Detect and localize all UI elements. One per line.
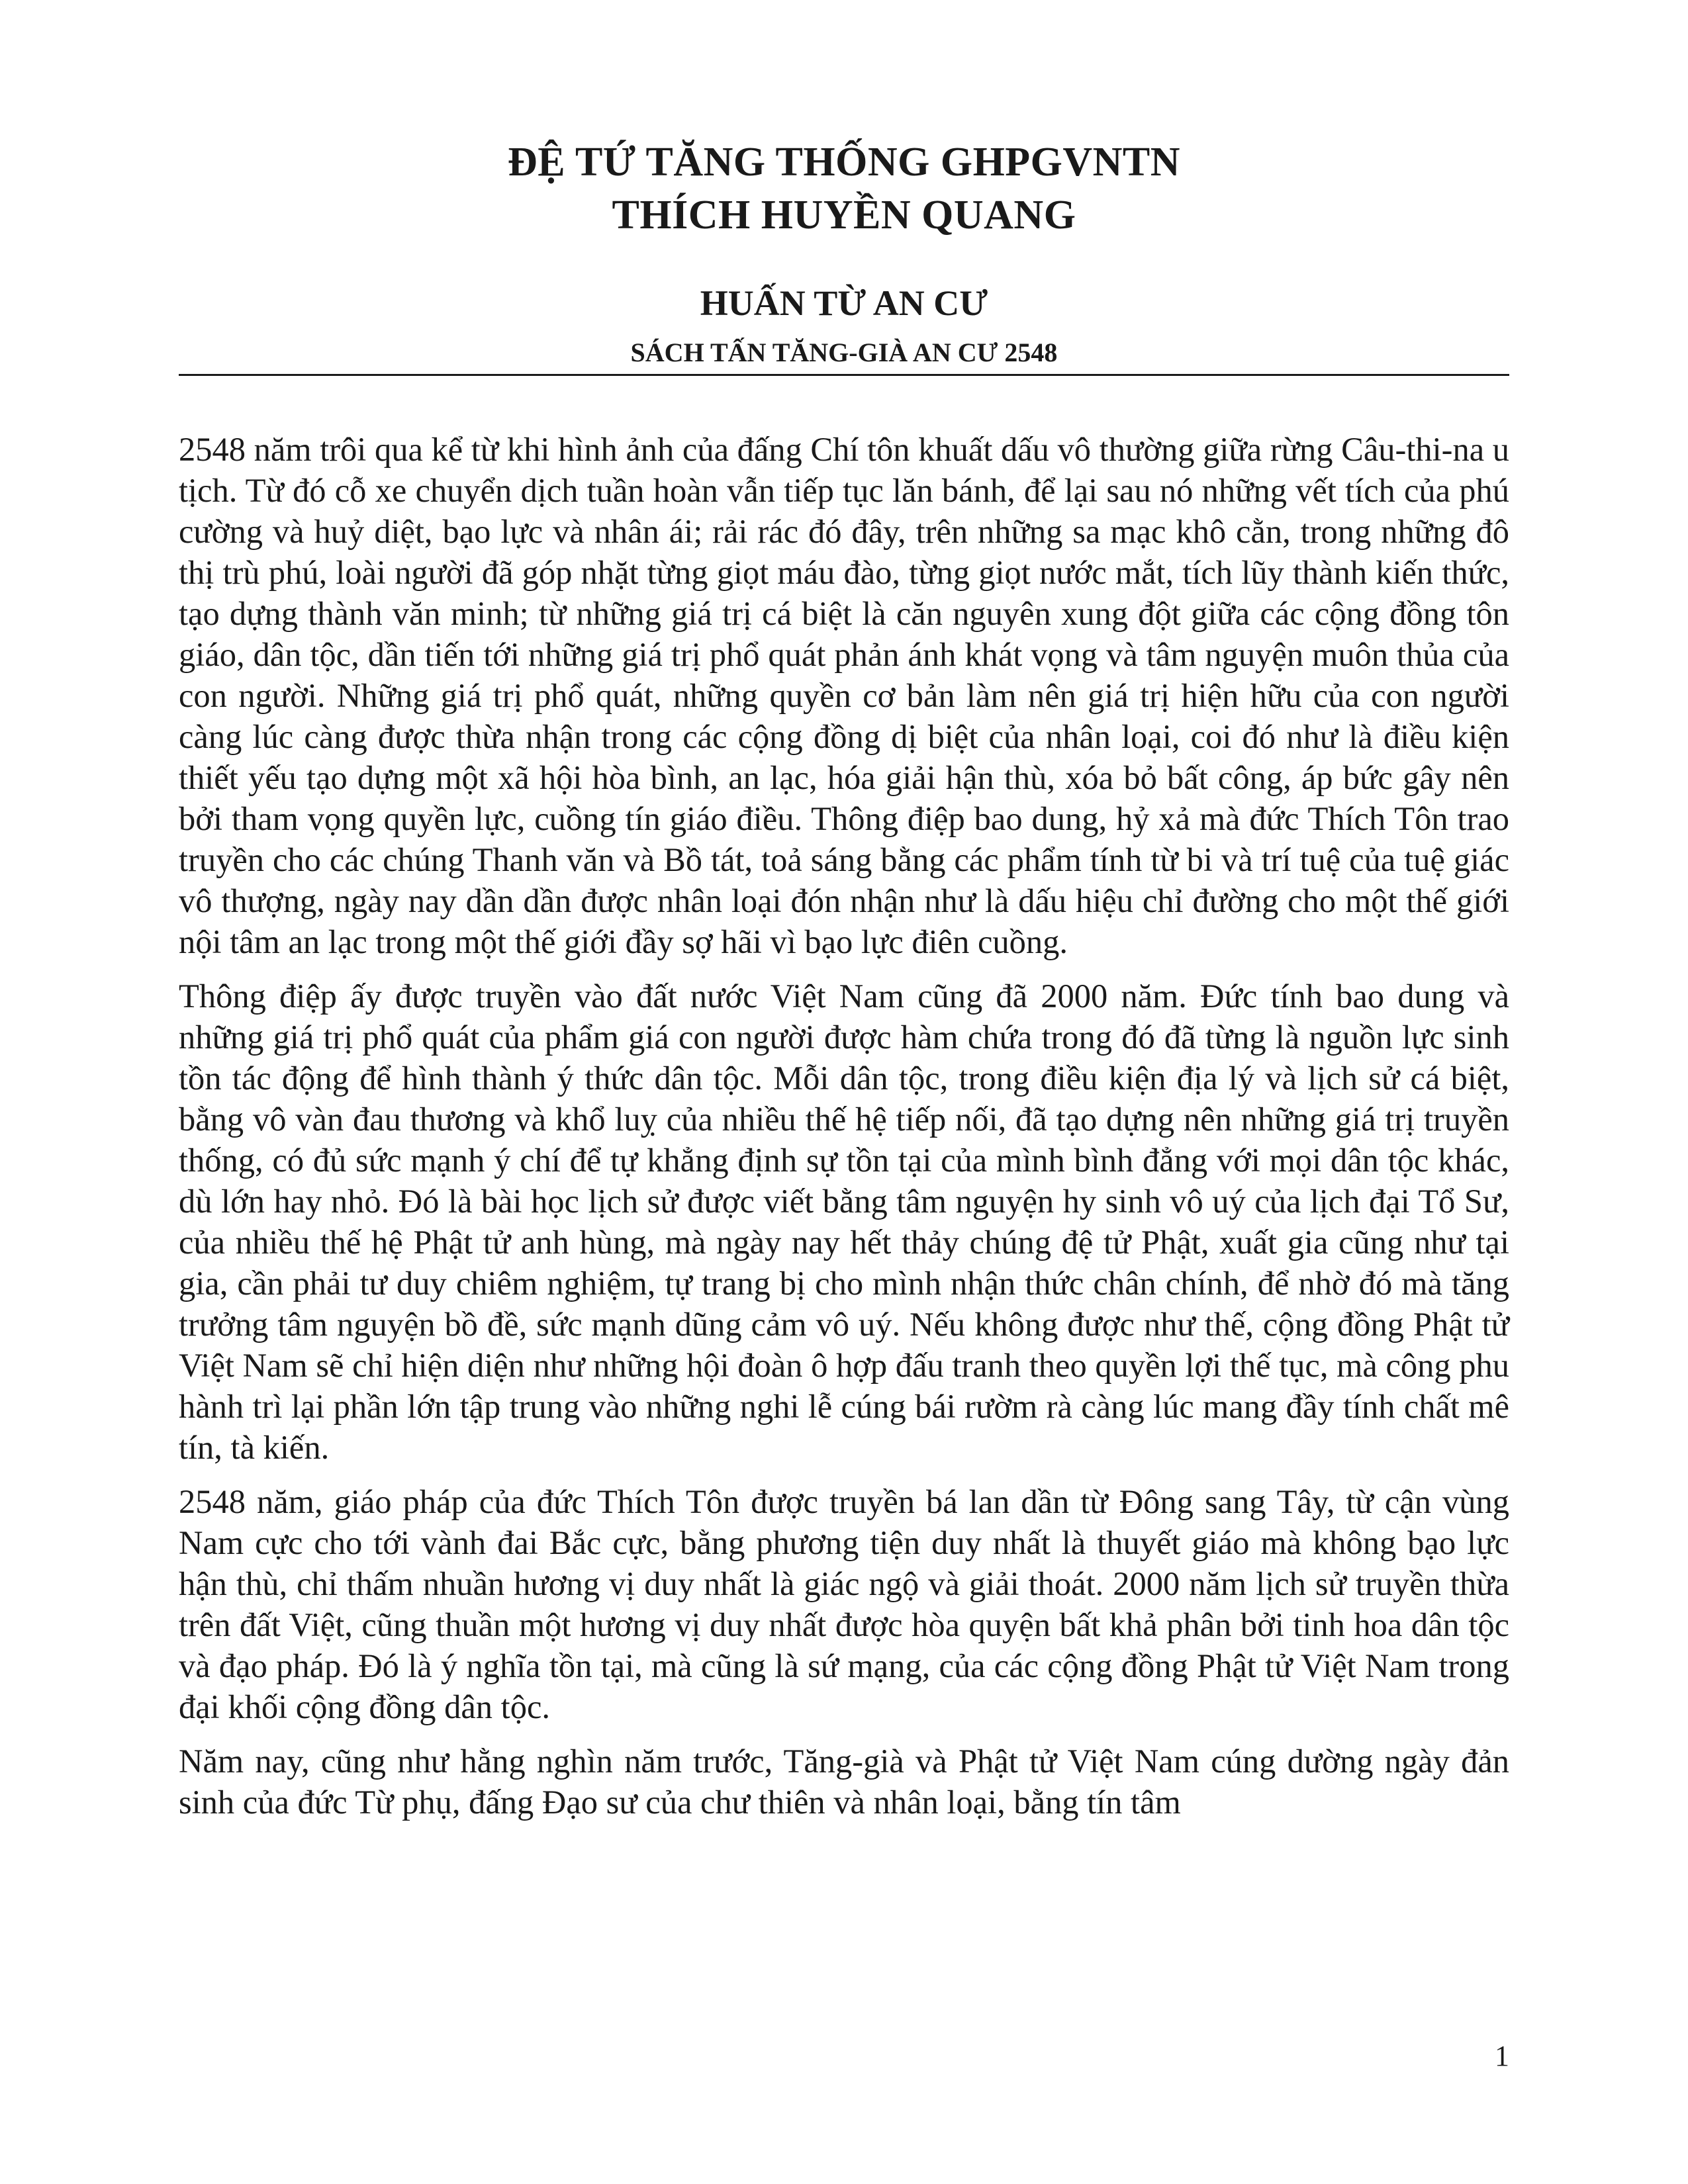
document-subtitle: HUẤN TỪ AN CƯ	[700, 283, 988, 323]
document-body	[179, 429, 1509, 1836]
title-line-2: THÍCH HUYỀN QUANG	[612, 193, 1076, 238]
paragraph-3: 2548 năm, giáo pháp của đức Thích Tôn được truyền bá lan dần từ Đông sang Tây, từ cận vùng Nam cực cho tới vành đai Bắc cực, bằng phương tiện duy nhất là thuyết giáo mà không bạo lực hận thù, chỉ thấm nhuần hương vị duy nhất là giác ngộ và giải thoát. 2000 năm lịch sử truyền thừa trên đất Việt, cũng thuần một hương vị duy nhất được hòa quyện bất khả phân bởi tinh hoa dân tộc và đạo pháp. Đó là ý nghĩa tồn tại, mà cũng là sứ mạng, của các cộng đồng Phật tử Việt Nam trong đại khối cộng đồng dân tộc.	[179, 1483, 1509, 1725]
title-line-1: ĐỆ TỨ TĂNG THỐNG GHPGVNTN	[507, 140, 1181, 185]
header-divider	[179, 374, 1509, 376]
document-subtitle-secondary: SÁCH TẤN TĂNG-GIÀ AN CƯ 2548	[630, 338, 1058, 367]
paragraph-4: Năm nay, cũng như hằng nghìn năm trước, Tăng-già và Phật tử Việt Nam cúng dường ngày đản sinh của đức Từ phụ, đấng Đạo sư của chư thiên và nhân loại, bằng tín tâm	[179, 1743, 1509, 1821]
paragraph-2: Thông điệp ấy được truyền vào đất nước Việt Nam cũng đã 2000 năm. Đức tính bao dung và những giá trị phổ quát của phẩm giá con người được hàm chứa trong đó đã từng là nguồn lực sinh tồn tác động để hình thành ý thức dân tộc. Mỗi dân tộc, trong điều kiện địa lý và lịch sử cá biệt, bằng vô vàn đau thương và khổ luỵ của nhiều thế hệ tiếp nối, đã tạo dựng nên những giá trị truyền thống, có đủ sức mạnh ý chí để tự khẳng định sự tồn tại của mình bình đẳng với mọi dân tộc khác, dù lớn hay nhỏ. Đó là bài học lịch sử được viết bằng tâm nguyện hy sinh vô uý của lịch đại Tổ Sư, của nhiều thế hệ Phật tử anh hùng, mà ngày nay hết thảy chúng đệ tử Phật, xuất gia cũng như tại gia, cần phải tư duy chiêm nghiệm, tự trang bị cho mình nhận thức chân chính, để nhờ đó mà tăng trưởng tâm nguyện bồ đề, sức mạnh dũng cảm vô uý. Nếu không được như thế, cộng đồng Phật tử Việt Nam sẽ chỉ hiện diện như những hội đoàn ô hợp đấu tranh theo quyền lợi thế tục, mà công phu hành trì lại phần lớn tập trung vào những nghi lễ cúng bái rườm rà càng lúc mang đầy tính chất mê tín, tà kiến.	[179, 978, 1509, 1466]
page-number: 1	[1495, 2040, 1509, 2072]
paragraph-1: 2548 năm trôi qua kể từ khi hình ảnh của đấng Chí tôn khuất dấu vô thường giữa rừng Câu-thi-na u tịch. Từ đó cỗ xe chuyển dịch tuần hoàn vẫn tiếp tục lăn bánh, để lại sau nó những vết tích của phú cường và huỷ diệt, bạo lực và nhân ái; rải rác đó đây, trên những sa mạc khô cằn, trong những đô thị trù phú, loài người đã góp nhặt từng giọt máu đào, từng giọt nước mắt, tích lũy thành kiến thức, tạo dựng thành văn minh; từ những giá trị cá biệt là căn nguyên xung đột giữa các cộng đồng tôn giáo, dân tộc, dần tiến tới những giá trị phổ quát phản ánh khát vọng và tâm nguyện muôn thủa của con người. Những giá trị phổ quát, những quyền cơ bản làm nên giá trị hiện hữu của con người càng lúc càng được thừa nhận trong các cộng đồng dị biệt của nhân loại, coi đó như là điều kiện thiết yếu tạo dựng một xã hội hòa bình, an lạc, hóa giải hận thù, xóa bỏ bất công, áp bức gây nên bởi tham vọng quyền lực, cuồng tín giáo điều. Thông điệp bao dung, hỷ xả mà đức Thích Tôn trao truyền cho các chúng Thanh văn và Bồ tát, toả sáng bằng các phẩm tính từ bi và trí tuệ của tuệ giác vô thượng, ngày nay dần dần được nhân loại đón nhận như là dấu hiệu chỉ đường cho một thế giới nội tâm an lạc trong một thế giới đầy sợ hãi vì bạo lực điên cuồng.	[179, 431, 1509, 960]
document-header	[179, 136, 1509, 371]
